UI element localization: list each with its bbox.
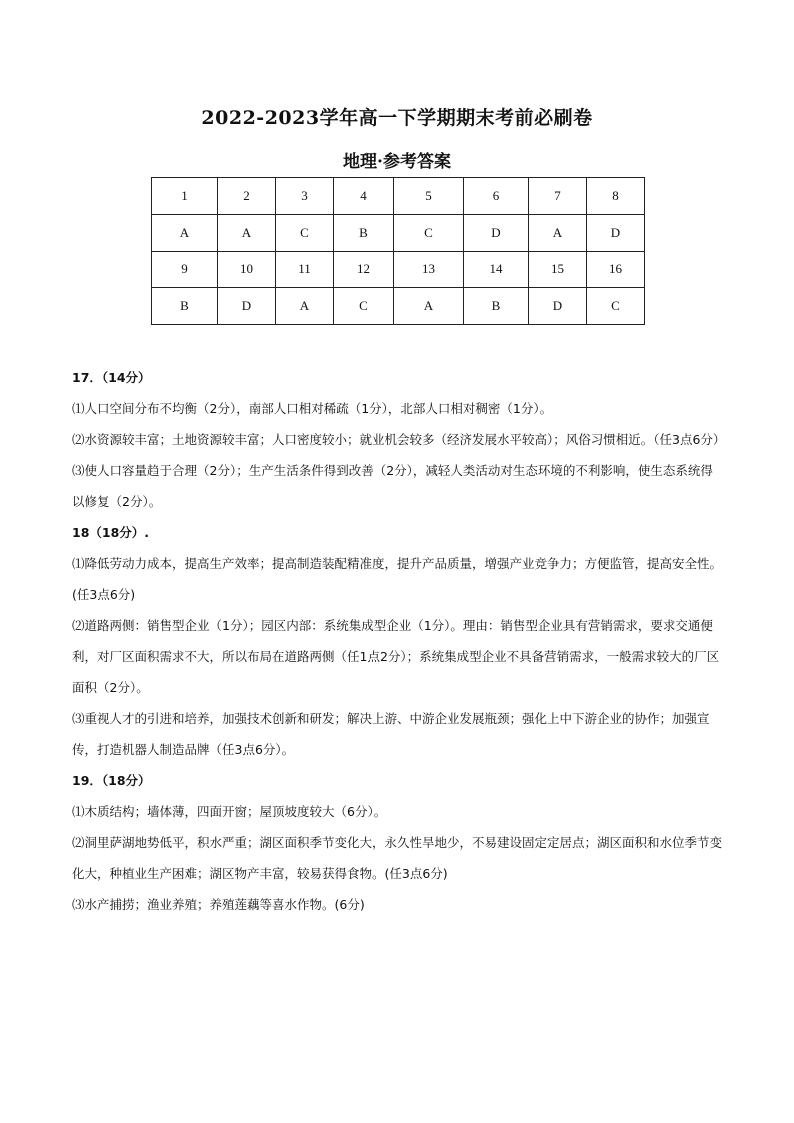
table-cell: A — [394, 288, 464, 325]
answer-line: ⑵洞里萨湖地势低平，积水严重；湖区面积季节变化大，永久性旱地少，不易建设固定定居点；湖区面积和水位季节变化大，种植业生产困难；湖区物产丰富，较易获得食物。(任3点6分) — [72, 835, 723, 881]
table-cell: 13 — [394, 251, 464, 288]
answer-line: ⑵水资源较丰富；土地资源较丰富；人口密度较小；就业机会较多（经济发展水平较高）；风俗习惯相近。（任3点6分） — [72, 432, 726, 447]
table-cell: 2 — [218, 178, 276, 215]
table-cell: D — [587, 214, 645, 251]
table-cell: D — [218, 288, 276, 325]
table-cell: 10 — [218, 251, 276, 288]
question-17 — [72, 362, 724, 517]
table-cell: 4 — [334, 178, 394, 215]
table-cell: 5 — [394, 178, 464, 215]
table-cell: A — [152, 214, 218, 251]
question-19 — [72, 765, 724, 920]
answer-line: ⑶重视人才的引进和培养，加强技术创新和研发；解决上游、中游企业发展瓶颈；强化上中下游企业的协作；加强宣传，打造机器人制造品牌（任3点6分）。 — [72, 711, 710, 757]
table-cell: 14 — [464, 251, 529, 288]
answer-line: ⑴降低劳动力成本，提高生产效率；提高制造装配精准度，提升产品质量，增强产业竞争力；方便监管，提高安全性。(任3点6分) — [72, 556, 723, 602]
page-title: 2022-2023学年高一下学期期末考前必刷卷 — [201, 107, 593, 129]
table-cell: 7 — [529, 178, 587, 215]
question-heading: 18（18分）. — [72, 525, 150, 540]
question-heading: 17．（14分） — [72, 370, 151, 385]
table-cell: A — [218, 214, 276, 251]
answer-content — [72, 362, 724, 920]
table-row — [152, 288, 645, 325]
table-cell: 12 — [334, 251, 394, 288]
answer-line: ⑶使人口容量趋于合理（2分）；生产生活条件得到改善（2分），减轻人类活动对生态环境的不利影响，使生态系统得以修复（2分）。 — [72, 463, 713, 509]
table-cell: D — [464, 214, 529, 251]
answer-table — [151, 177, 645, 325]
table-cell: 11 — [276, 251, 334, 288]
table-cell: A — [276, 288, 334, 325]
answer-line: ⑵道路两侧：销售型企业（1分）；园区内部：系统集成型企业（1分）。理由：销售型企业具有营销需求，要求交通便利，对厂区面积需求不大，所以布局在道路两侧（任1点2分）；系统集成型企业不具备营销需求，一般需求较大的厂区面积（2分）。 — [72, 618, 720, 695]
table-cell: C — [587, 288, 645, 325]
table-cell: 8 — [587, 178, 645, 215]
table-cell: C — [334, 288, 394, 325]
question-heading: 19．（18分） — [72, 773, 151, 788]
answer-line: ⑴人口空间分布不均衡（2分），南部人口相对稀疏（1分），北部人口相对稠密（1分）。 — [72, 401, 553, 416]
table-row — [152, 251, 645, 288]
table-cell: 16 — [587, 251, 645, 288]
table-cell: B — [464, 288, 529, 325]
table-cell: 3 — [276, 178, 334, 215]
table-cell: C — [394, 214, 464, 251]
table-cell: 6 — [464, 178, 529, 215]
table-cell: 1 — [152, 178, 218, 215]
table-cell: C — [276, 214, 334, 251]
page-subtitle: 地理·参考答案 — [343, 152, 451, 172]
answer-line: ⑴木质结构；墙体薄，四面开窗；屋顶坡度较大（6分）。 — [72, 804, 387, 819]
table-cell: 9 — [152, 251, 218, 288]
table-row — [152, 214, 645, 251]
question-18 — [72, 517, 724, 765]
table-row — [152, 178, 645, 215]
table-cell: B — [152, 288, 218, 325]
table-cell: A — [529, 214, 587, 251]
answer-line: ⑶水产捕捞；渔业养殖；养殖莲藕等喜水作物。(6分) — [72, 897, 365, 912]
table-cell: D — [529, 288, 587, 325]
table-cell: 15 — [529, 251, 587, 288]
table-cell: B — [334, 214, 394, 251]
